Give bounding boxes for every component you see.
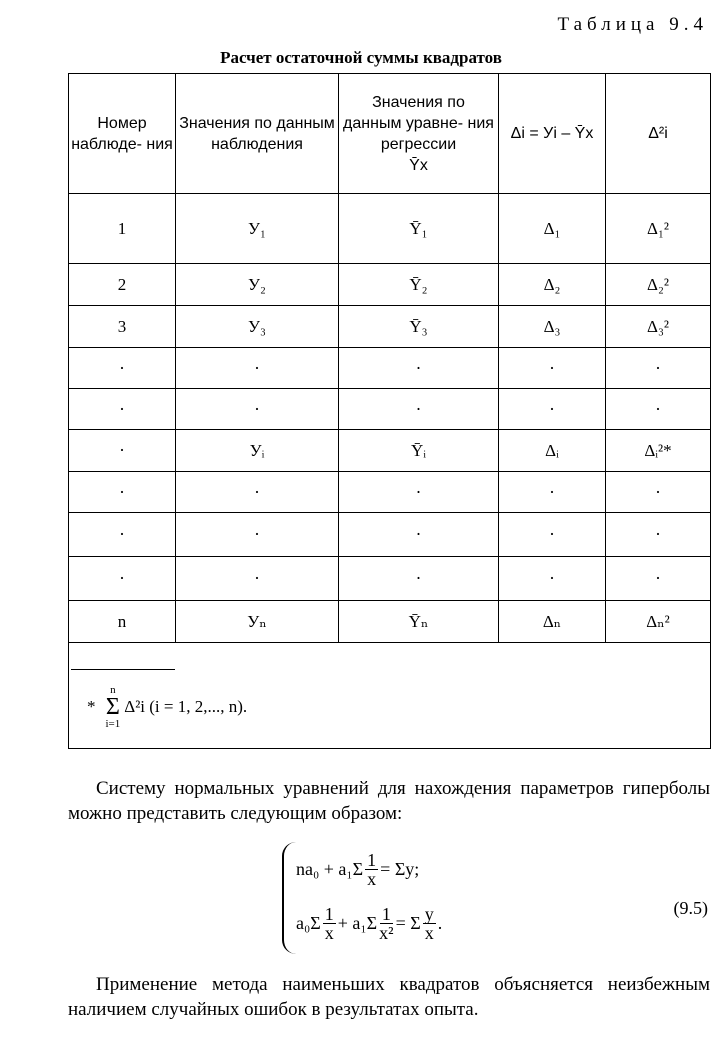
table-row (69, 513, 711, 557)
cell-delta: · (499, 348, 606, 389)
cell-delta-squared: Δ₁² (606, 194, 711, 264)
table-title: Расчет остаточной суммы квадратов (220, 48, 502, 67)
cell-observed: · (176, 348, 339, 389)
eq2-f2-denominator: x² (379, 922, 394, 943)
cell-number: · (69, 472, 176, 513)
cell-delta: · (499, 513, 606, 557)
header-delta: Δi = Уi – Ȳx (499, 74, 606, 194)
cell-observed: Уᵢ (176, 430, 339, 472)
cell-delta-squared: · (606, 513, 711, 557)
cell-regression: · (339, 348, 499, 389)
eq1-numerator: 1 (367, 849, 377, 870)
table-footnote-row (69, 643, 711, 749)
eq2-fraction-3 (423, 905, 436, 942)
cell-number: · (69, 348, 176, 389)
cell-delta: Δ₁ (499, 194, 606, 264)
eq2-f3-numerator: y (424, 903, 434, 924)
eq1-fraction (365, 851, 378, 888)
cell-delta: Δ₂ (499, 264, 606, 306)
eq2-f2-numerator: 1 (381, 903, 391, 924)
header-observation-number: Номер наблюде- ния (69, 74, 176, 194)
cell-regression: · (339, 389, 499, 430)
footnote-text: Δ²i (i = 1, 2,..., n). (124, 697, 248, 716)
cell-number: 2 (69, 264, 176, 306)
cell-regression: Ȳ₃ (339, 306, 499, 348)
eq1-right: = Σy; (380, 858, 420, 879)
header-regression-text: Значения по данным уравне- ния регрессии (343, 93, 494, 153)
equation-number: (9.5) (673, 898, 708, 918)
cell-delta-squared: · (606, 472, 711, 513)
residual-sum-table (68, 73, 711, 749)
table-label: Таблица 9.4 (557, 14, 708, 35)
cell-number: · (69, 430, 176, 472)
sum-symbol (106, 684, 121, 730)
cell-number: · (69, 513, 176, 557)
cell-delta-squared: · (606, 557, 711, 601)
cell-regression: Ȳ₂ (339, 264, 499, 306)
eq2-fraction-2 (379, 905, 393, 942)
cell-delta: · (499, 389, 606, 430)
eq2-end: . (437, 912, 443, 933)
table-row (69, 194, 711, 264)
eq2-f3-denominator: x (424, 922, 434, 943)
table-row (69, 557, 711, 601)
table-row (69, 306, 711, 348)
eq1-left: na₀ + a₁Σ (296, 858, 364, 879)
cell-observed: · (176, 472, 339, 513)
cell-number: 1 (69, 194, 176, 264)
table-row (69, 472, 711, 513)
cell-number: · (69, 557, 176, 601)
cell-observed: У₂ (176, 264, 339, 306)
header-delta-squared: Δ²i (606, 74, 711, 194)
eq2-term-a: a₀Σ (296, 912, 321, 933)
cell-regression: Ȳᵢ (339, 430, 499, 472)
table-row (69, 348, 711, 389)
table-row (69, 430, 711, 472)
cell-delta-squared: Δᵢ²* (606, 430, 711, 472)
cell-regression: · (339, 513, 499, 557)
cell-regression: Ȳₙ (339, 601, 499, 643)
cell-delta-squared: · (606, 389, 711, 430)
cell-delta-squared: Δ₂² (606, 264, 711, 306)
equation-1 (296, 842, 442, 896)
cell-number: · (69, 389, 176, 430)
cell-delta: Δᵢ (499, 430, 606, 472)
cell-delta-squared: · (606, 348, 711, 389)
cell-delta: Δ₃ (499, 306, 606, 348)
eq2-term-c: = Σ (395, 912, 421, 933)
cell-regression: · (339, 472, 499, 513)
cell-number: n (69, 601, 176, 643)
table-row (69, 601, 711, 643)
equation-2 (296, 896, 442, 950)
paragraph-system-intro: Систему нормальных уравнений для нахождения параметров гиперболы можно представить следующим образом: (68, 778, 710, 824)
equation-system (282, 842, 442, 954)
footnote-divider (71, 669, 175, 670)
eq1-denominator: x (367, 868, 377, 889)
table-row (69, 264, 711, 306)
table-footnote (69, 643, 711, 749)
eq2-f1-denominator: x (324, 922, 334, 943)
cell-observed: У₃ (176, 306, 339, 348)
sigma-icon: Σ (105, 694, 120, 720)
cell-delta: Δₙ (499, 601, 606, 643)
footnote-formula (87, 684, 708, 730)
cell-regression: Ȳ₁ (339, 194, 499, 264)
cell-observed: · (176, 513, 339, 557)
cell-delta-squared: Δ₃² (606, 306, 711, 348)
eq2-f1-numerator: 1 (324, 903, 334, 924)
cell-observed: · (176, 389, 339, 430)
header-regression-symbol: Ȳx (409, 156, 428, 174)
sum-upper-limit: n (110, 684, 116, 696)
header-regression-values (339, 74, 499, 194)
table-row (69, 389, 711, 430)
sum-lower-limit: i=1 (105, 718, 121, 730)
cell-observed: Уₙ (176, 601, 339, 643)
footnote-star: * (87, 697, 96, 716)
cell-delta: · (499, 557, 606, 601)
paragraph-least-squares: Применение метода наименьших квадратов объясняется неизбежным наличием случайных ошибок в результатах опыта. (68, 974, 710, 1020)
cell-number: 3 (69, 306, 176, 348)
eq2-term-b: + a₁Σ (337, 912, 378, 933)
header-observed-values: Значения по данным наблюдения (176, 74, 339, 194)
cell-observed: У₁ (176, 194, 339, 264)
eq2-fraction-1 (323, 905, 336, 942)
cell-regression: · (339, 557, 499, 601)
table-header-row (69, 74, 711, 194)
cell-delta: · (499, 472, 606, 513)
cell-observed: · (176, 557, 339, 601)
cell-delta-squared: Δₙ² (606, 601, 711, 643)
